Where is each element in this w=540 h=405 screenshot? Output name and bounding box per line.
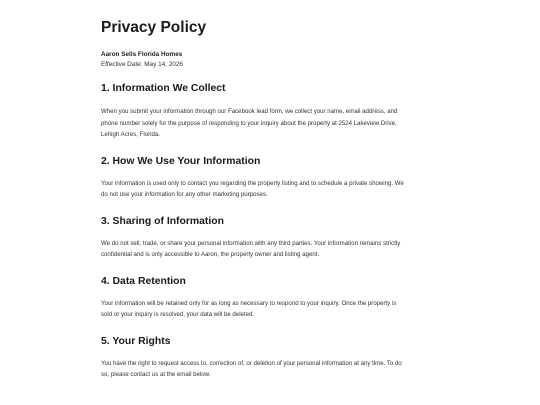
- document-content: [101, 18, 441, 381]
- body-line: sold or your inquiry is resolved, your data will be deleted.: [101, 311, 255, 318]
- section-heading-sharing: 3. Sharing of Information: [101, 215, 224, 227]
- effective-date: Effective Date: May 14, 2026: [101, 61, 183, 68]
- section-body-how-we-use: [101, 178, 441, 201]
- body-line: Your information is used only to contact you regarding the property listing and to schedule a private showing. We: [101, 179, 404, 187]
- section-body-information-we-collect: [101, 106, 441, 141]
- body-line: You have the right to request access to, correction of, or deletion of your personal information at any time. To do: [101, 359, 402, 367]
- body-line: When you submit your information through our Facebook lead form, we collect your name, email address, and: [101, 108, 398, 115]
- section-heading-how-we-use: 2. How We Use Your Information: [101, 155, 261, 167]
- body-line: We do not sell, trade, or share your personal information with any third parties. Your information remains strictly: [101, 239, 401, 247]
- body-line: phone number solely for the purpose of responding to your inquiry about the property at 2524 Lakeview Drive,: [101, 119, 397, 127]
- section-heading-information-we-collect: 1. Information We Collect: [101, 83, 226, 94]
- body-line: Your information will be retained only for as long as necessary to respond to your inquiry. Once the property is: [101, 299, 397, 307]
- body-line: Lehigh Acres, Florida.: [101, 131, 160, 138]
- section-heading-your-rights: 5. Your Rights: [101, 335, 171, 347]
- body-line: so, please contact us at the email below.: [101, 371, 211, 378]
- body-line: do not use your information for any other marketing purposes.: [101, 191, 268, 198]
- section-body-your-rights: [101, 358, 441, 381]
- section-body-sharing: [101, 238, 441, 261]
- page-title: Privacy Policy: [101, 19, 207, 36]
- section-heading-data-retention: 4. Data Retention: [101, 275, 186, 287]
- organization-name: Aaron Sells Florida Homes: [101, 51, 183, 58]
- body-line: confidential and is only accessible to Aaron, the property owner and listing agent.: [101, 251, 320, 258]
- section-body-data-retention: [101, 298, 441, 321]
